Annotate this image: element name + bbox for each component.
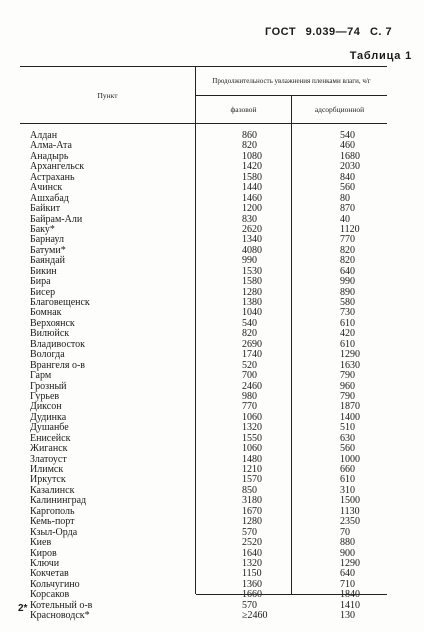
row-adsorption-value: 70 bbox=[340, 526, 350, 538]
row-phase-value: 570 bbox=[242, 526, 257, 538]
row-point-name: Котельный о-в bbox=[30, 599, 93, 611]
row-adsorption-value: 610 bbox=[340, 317, 355, 329]
row-point-name: Бира bbox=[30, 276, 51, 288]
row-point-name: Кзыл-Орда bbox=[30, 526, 78, 538]
row-adsorption-value: 580 bbox=[340, 297, 355, 308]
row-adsorption-value: 510 bbox=[340, 422, 355, 434]
table-row bbox=[20, 319, 387, 329]
row-phase-value: 700 bbox=[242, 370, 257, 382]
row-adsorption-value: 610 bbox=[340, 474, 355, 486]
row-point-name: Ашхабад bbox=[30, 192, 69, 204]
row-adsorption-value: 2350 bbox=[340, 516, 360, 528]
row-phase-value: 1530 bbox=[242, 265, 262, 277]
row-adsorption-value: 1400 bbox=[340, 411, 360, 423]
row-adsorption-value: 890 bbox=[340, 286, 355, 298]
page-mark: 2* bbox=[18, 603, 28, 614]
row-adsorption-value: 790 bbox=[340, 370, 355, 382]
row-point-name: Байкит bbox=[30, 203, 61, 215]
row-point-name: Верхоянск bbox=[30, 317, 75, 329]
row-point-name: Баку* bbox=[30, 223, 55, 235]
column-header-point: Пункт bbox=[20, 67, 196, 123]
row-phase-value: 2620 bbox=[242, 223, 262, 235]
table-row bbox=[20, 308, 387, 318]
table-row bbox=[20, 549, 387, 559]
column-header-phase: фазовой bbox=[196, 96, 292, 123]
row-adsorption-value: 1630 bbox=[340, 359, 360, 371]
row-phase-value: 2520 bbox=[242, 537, 262, 549]
row-phase-value: 1420 bbox=[242, 161, 262, 173]
table-row bbox=[20, 340, 387, 350]
table-row bbox=[20, 371, 387, 381]
gost-number: 9.039—74 bbox=[305, 26, 361, 38]
row-phase-value: 1550 bbox=[242, 432, 262, 444]
row-phase-value: 830 bbox=[242, 213, 257, 225]
table-header bbox=[20, 66, 387, 124]
row-phase-value: 850 bbox=[242, 484, 257, 496]
row-point-name: Красноводск* bbox=[30, 610, 90, 622]
row-point-name: Алдан bbox=[30, 130, 58, 141]
row-phase-value: 1670 bbox=[242, 505, 262, 517]
row-phase-value: ≥2460 bbox=[242, 610, 268, 622]
row-phase-value: 1460 bbox=[242, 192, 262, 204]
table-row bbox=[20, 611, 387, 621]
row-adsorption-value: 1680 bbox=[340, 150, 360, 162]
row-point-name: Дудинка bbox=[30, 411, 67, 423]
row-phase-value: 860 bbox=[242, 130, 257, 141]
row-adsorption-value: 460 bbox=[340, 140, 355, 152]
row-point-name: Диксон bbox=[30, 401, 62, 413]
row-phase-value: 1580 bbox=[242, 276, 262, 288]
table-row bbox=[20, 194, 387, 204]
row-point-name: Златоуст bbox=[30, 453, 67, 465]
table-row bbox=[20, 465, 387, 475]
row-phase-value: 1480 bbox=[242, 453, 262, 465]
table-row bbox=[20, 215, 387, 225]
table-row bbox=[20, 267, 387, 277]
row-phase-value: 820 bbox=[242, 140, 257, 152]
row-adsorption-value: 40 bbox=[340, 213, 350, 225]
row-point-name: Казалинск bbox=[30, 484, 75, 496]
row-phase-value: 570 bbox=[242, 599, 257, 611]
row-adsorption-value: 610 bbox=[340, 338, 355, 350]
row-point-name: Кокчетав bbox=[30, 568, 69, 580]
row-phase-value: 1360 bbox=[242, 578, 262, 590]
row-adsorption-value: 640 bbox=[340, 568, 355, 580]
row-point-name: Кемь-порт bbox=[30, 516, 75, 528]
row-phase-value: 540 bbox=[242, 317, 257, 329]
row-point-name: Вологда bbox=[30, 349, 65, 361]
table-row bbox=[20, 204, 387, 214]
table-row bbox=[20, 538, 387, 548]
row-adsorption-value: 540 bbox=[340, 130, 355, 141]
row-phase-value: 4080 bbox=[242, 244, 262, 256]
row-adsorption-value: 770 bbox=[340, 234, 355, 246]
table-bottom-rule bbox=[196, 594, 387, 595]
row-adsorption-value: 820 bbox=[340, 255, 355, 267]
row-adsorption-value: 2030 bbox=[340, 161, 360, 173]
row-phase-value: 770 bbox=[242, 401, 257, 413]
column-header-group bbox=[196, 67, 387, 96]
table-row bbox=[20, 455, 387, 465]
row-point-name: Илимск bbox=[30, 464, 64, 475]
row-point-name: Иркутск bbox=[30, 474, 66, 486]
row-adsorption-value: 420 bbox=[340, 328, 355, 340]
row-phase-value: 1150 bbox=[242, 568, 262, 580]
row-phase-value: 1040 bbox=[242, 307, 262, 319]
row-point-name: Владивосток bbox=[30, 338, 85, 350]
row-point-name: Благовещенск bbox=[30, 297, 90, 308]
row-point-name: Каргополь bbox=[30, 505, 75, 517]
table-row bbox=[20, 225, 387, 235]
row-phase-value: 820 bbox=[242, 328, 257, 340]
row-adsorption-value: 310 bbox=[340, 484, 355, 496]
table-row bbox=[20, 173, 387, 183]
row-point-name: Бикин bbox=[30, 265, 57, 277]
row-adsorption-value: 660 bbox=[340, 464, 355, 475]
row-point-name: Калининград bbox=[30, 495, 87, 507]
table-row bbox=[20, 298, 387, 308]
row-point-name: Душанбе bbox=[30, 422, 69, 434]
column-header-adsorption: адсорбционной bbox=[314, 105, 365, 114]
row-point-name: Барнаул bbox=[30, 234, 65, 246]
row-phase-value: 1080 bbox=[242, 150, 262, 162]
row-phase-value: 1200 bbox=[242, 203, 262, 215]
row-adsorption-value: 840 bbox=[340, 171, 355, 183]
row-point-name: Ключи bbox=[30, 557, 60, 569]
row-phase-value: 1320 bbox=[242, 422, 262, 434]
row-point-name: Баяндай bbox=[30, 255, 66, 267]
row-adsorption-value: 790 bbox=[340, 390, 355, 402]
row-adsorption-value: 1410 bbox=[340, 599, 360, 611]
row-point-name: Бисер bbox=[30, 286, 56, 298]
row-point-name: Енисейск bbox=[30, 432, 71, 444]
row-phase-value: 1320 bbox=[242, 557, 262, 569]
row-adsorption-value: 990 bbox=[340, 276, 355, 288]
row-adsorption-value: 900 bbox=[340, 547, 355, 559]
row-point-name: Вилюйск bbox=[30, 328, 70, 340]
row-adsorption-value: 630 bbox=[340, 432, 355, 444]
table-row bbox=[20, 141, 387, 151]
row-adsorption-value: 130 bbox=[340, 610, 355, 622]
row-adsorption-value: 730 bbox=[340, 307, 355, 319]
row-adsorption-value: 960 bbox=[340, 380, 355, 392]
page-header bbox=[265, 26, 415, 38]
row-point-name: Ачинск bbox=[30, 182, 63, 194]
table-row bbox=[20, 475, 387, 485]
row-point-name: Астрахань bbox=[30, 171, 75, 183]
row-adsorption-value: 640 bbox=[340, 265, 355, 277]
row-adsorption-value: 560 bbox=[340, 182, 355, 194]
row-phase-value: 990 bbox=[242, 255, 257, 267]
table-row bbox=[20, 507, 387, 517]
row-phase-value: 1740 bbox=[242, 349, 262, 361]
row-phase-value: 3180 bbox=[242, 495, 262, 507]
row-adsorption-value: 880 bbox=[340, 537, 355, 549]
row-phase-value: 1340 bbox=[242, 234, 262, 246]
column-header-group-text: Продолжительность увлажнения пленками влаги, ч/г bbox=[212, 76, 371, 85]
row-phase-value: 1280 bbox=[242, 516, 262, 528]
row-adsorption-value: 1290 bbox=[340, 349, 360, 361]
table-row bbox=[20, 246, 387, 256]
table-row bbox=[20, 382, 387, 392]
row-adsorption-value: 1870 bbox=[340, 401, 360, 413]
table-row bbox=[20, 434, 387, 444]
row-point-name: Грозный bbox=[30, 380, 67, 392]
row-adsorption-value: 1120 bbox=[340, 223, 360, 235]
row-phase-value: 1570 bbox=[242, 474, 262, 486]
row-phase-value: 520 bbox=[242, 359, 257, 371]
row-adsorption-value: 710 bbox=[340, 578, 355, 590]
table-row bbox=[20, 559, 387, 569]
table-row bbox=[20, 235, 387, 245]
table-row bbox=[20, 256, 387, 266]
table-row bbox=[20, 528, 387, 538]
row-point-name: Гарм bbox=[30, 370, 52, 382]
row-phase-value: 1210 bbox=[242, 464, 262, 475]
row-point-name: Кольчугино bbox=[30, 578, 80, 590]
table-row bbox=[20, 131, 387, 141]
row-point-name: Жиганск bbox=[30, 443, 68, 455]
row-phase-value: 2690 bbox=[242, 338, 262, 350]
row-phase-value: 1380 bbox=[242, 297, 262, 308]
row-point-name: Гурьев bbox=[30, 390, 60, 402]
row-phase-value: 1440 bbox=[242, 182, 262, 194]
row-point-name: Бомнак bbox=[30, 307, 62, 319]
row-adsorption-value: 80 bbox=[340, 192, 350, 204]
row-point-name: Корсаков bbox=[30, 589, 70, 601]
table-row bbox=[20, 277, 387, 287]
table-body bbox=[20, 131, 387, 622]
row-adsorption-value: 1290 bbox=[340, 557, 360, 569]
row-point-name: Архангельск bbox=[30, 161, 85, 173]
row-adsorption-value: 1500 bbox=[340, 495, 360, 507]
row-phase-value: 1640 bbox=[242, 547, 262, 559]
row-adsorption-value: 870 bbox=[340, 203, 355, 215]
table-row bbox=[20, 423, 387, 433]
row-phase-value: 2460 bbox=[242, 380, 262, 392]
row-point-name: Киров bbox=[30, 547, 57, 559]
row-adsorption-value: 1000 bbox=[340, 453, 360, 465]
table-row bbox=[20, 183, 387, 193]
row-adsorption-value: 820 bbox=[340, 244, 355, 256]
row-adsorption-value: 1130 bbox=[340, 505, 360, 517]
table-row bbox=[20, 162, 387, 172]
row-phase-value: 1580 bbox=[242, 171, 262, 183]
row-phase-value: 1280 bbox=[242, 286, 262, 298]
table-row bbox=[20, 392, 387, 402]
row-phase-value: 1060 bbox=[242, 443, 262, 455]
row-point-name: Алма-Ата bbox=[30, 140, 72, 152]
row-point-name: Киев bbox=[30, 537, 52, 549]
row-point-name: Батуми* bbox=[30, 244, 66, 256]
row-adsorption-value: 560 bbox=[340, 443, 355, 455]
row-phase-value: 1060 bbox=[242, 411, 262, 423]
row-point-name: Байрам-Али bbox=[30, 213, 83, 225]
row-point-name: Врангеля о-в bbox=[30, 359, 86, 371]
table-row bbox=[20, 402, 387, 412]
table-row bbox=[20, 444, 387, 454]
table-row bbox=[20, 580, 387, 590]
table-row bbox=[20, 361, 387, 371]
page-number: С. 7 bbox=[369, 26, 393, 38]
gost-label: ГОСТ bbox=[265, 26, 297, 38]
table-title: Таблица 1 bbox=[349, 50, 412, 62]
row-phase-value: 980 bbox=[242, 390, 257, 402]
row-point-name: Анадырь bbox=[30, 150, 69, 162]
table-row bbox=[20, 496, 387, 506]
table-row bbox=[20, 413, 387, 423]
